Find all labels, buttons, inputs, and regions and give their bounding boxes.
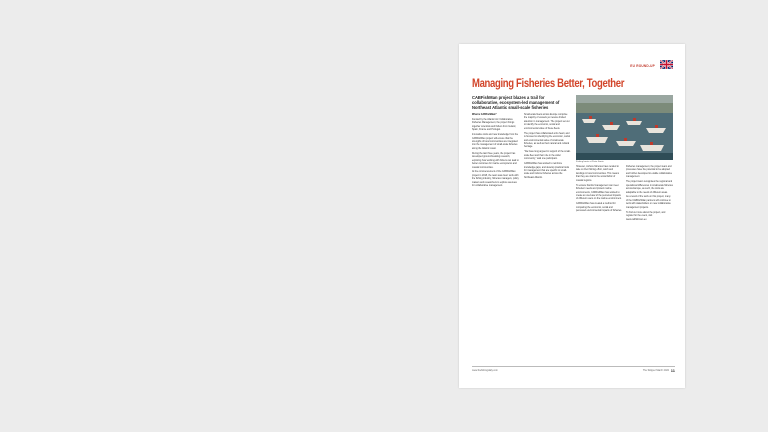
article-column-2 bbox=[524, 114, 571, 182]
paragraph: “We have long argued in support of the small-scale fleet and their role in the wider community,” said one participant. bbox=[524, 151, 571, 161]
paragraph: CABFishMan has worked to reinforce knowledge gaps, and develop practical tools for management that are specific to small-scale and inshore fisheries across the Northeast Atlantic. bbox=[524, 163, 570, 179]
paragraph: During the last three years, the project has developed ground-breaking research, exploring how working with fishers can lead to better outcomes for marine ecosystems and coastal communities. bbox=[472, 152, 519, 169]
article-headline: Managing Fisheries Better, Together bbox=[472, 77, 625, 90]
magazine-page bbox=[459, 44, 685, 388]
paragraph: As a result of the work on this project, many of the CABFishMan partners will continue to work with stakeholders on new collaborative management projects. bbox=[626, 196, 671, 209]
article-column-1 bbox=[472, 114, 519, 190]
article-column-4 bbox=[626, 166, 673, 223]
page-header bbox=[459, 44, 685, 70]
paragraph: The project has collaborated at its heart, and is focused on identifying the economic, social and environmental value of small-scale fisheries, as well as their natural and cultural heritage. bbox=[524, 132, 570, 149]
footer-publication: The Skipper March 2022 bbox=[642, 369, 669, 372]
paragraph: The project team recognises the regional and operational differences in small-scale fisheries across Europe, as such, the tools are adaptable to the needs of different areas. bbox=[626, 181, 673, 194]
paragraph: Innovative tools and new knowledge from the CABFishMan project will ensure that the strengths of local communities are integrated into the management of small-scale fisheries along the Atlantic coast. bbox=[472, 134, 518, 150]
article-standfirst: CABFishMan project blazes a trail for collaborative, ecosystem-led management of Northeast Atlantic small-scale fisheries bbox=[472, 95, 560, 110]
footer-website: www.thefishingdaily.com bbox=[472, 369, 498, 372]
page-number: 11 bbox=[670, 368, 675, 373]
harbour-photo bbox=[576, 95, 673, 160]
article-subhead: What is CABFishMan? bbox=[472, 114, 497, 116]
paragraph: At the commencement of the CABFishMan project in 2018, the team was clear: work with the fishing industry, fisheries managers, policy makers and researchers to explore avenues for collaborative management. bbox=[472, 171, 519, 188]
paragraph: However, inshore fisheries have tended to take on their fishing effort, catch and landings in local communities. This means that they are vital to the social fabric of coastal regions. bbox=[576, 166, 619, 182]
paragraph: CABFishMan has created a method for comparing the economic, social and perceived environmental impacts of fisheries. bbox=[576, 203, 622, 213]
paragraph: To find out more about the project, and register for the event, visit www.cabfishman.eu bbox=[626, 211, 666, 221]
article-column-3 bbox=[576, 166, 622, 215]
paragraph: Small-scale fleets across Europe comprise the majority of vessels yet receive limited attention in management. The project set out to identify the economic, social and environmental value of these fleets. bbox=[524, 114, 570, 130]
paragraph: Funded by the Atlantic Arc Collaborative Fisheries Management, the project brings together scientists and fishers from Ireland, Spain, France and Portugal. bbox=[472, 118, 516, 132]
paragraph: Fisheries management, the project team and processes have the potential to be adopted and further developed to enable collaborative management. bbox=[626, 166, 672, 179]
paragraph: To ensure that EU management can meet fisheries' needs and protect marine environments, CABFishMan has worked to create an overview of the perceived impacts of different users on the marine environment. bbox=[576, 184, 622, 201]
uk-flag-icon bbox=[660, 60, 673, 69]
section-label: EU ROUND-UP bbox=[630, 64, 655, 68]
photo-caption: Fishing boats at Porto Santo bbox=[576, 161, 604, 163]
